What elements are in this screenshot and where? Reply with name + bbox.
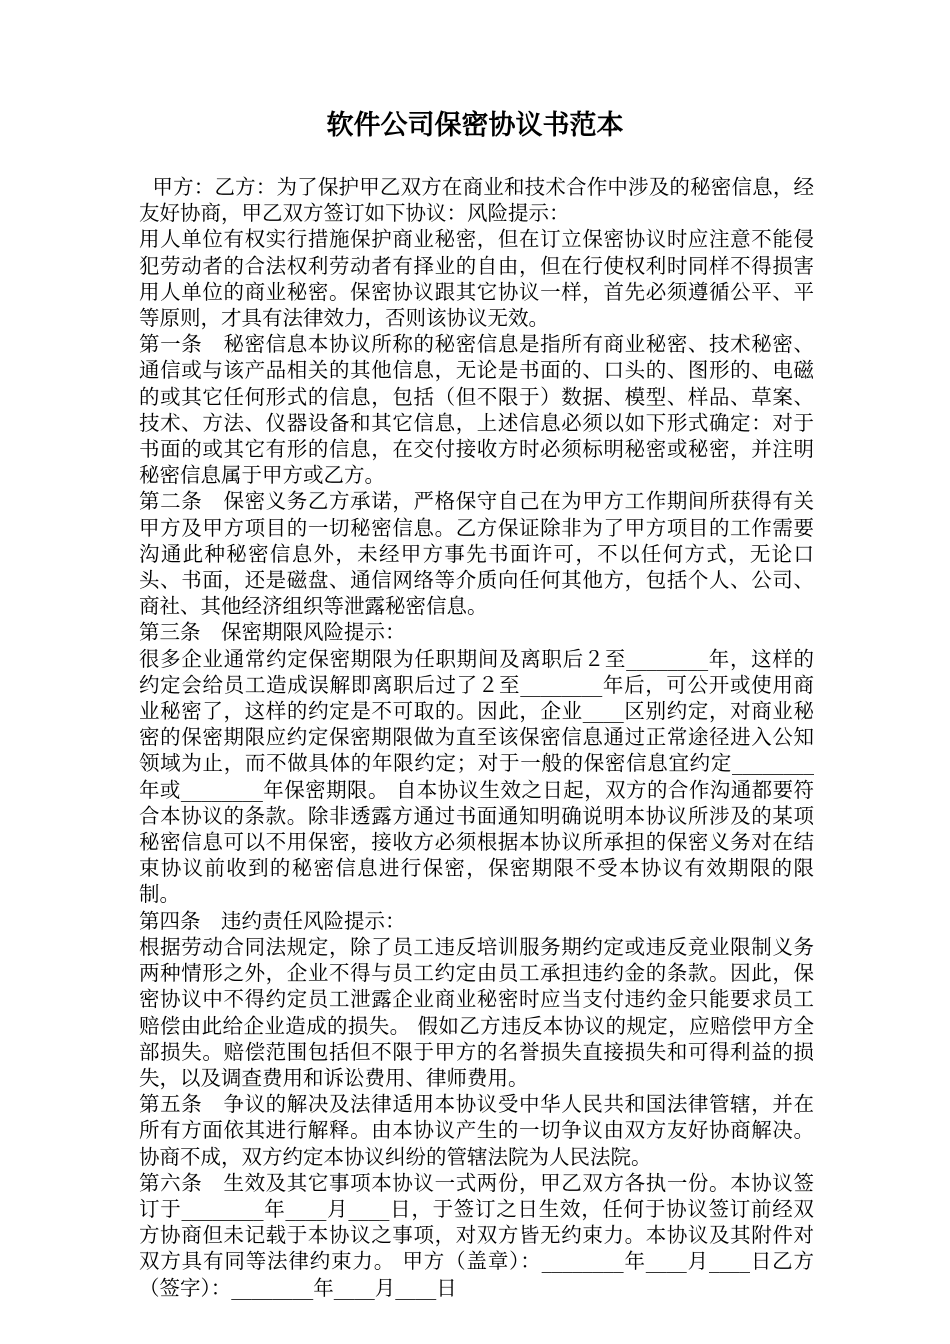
paragraph-article-1: 第一条 秘密信息本协议所称的秘密信息是指所有商业秘密、技术秘密、通信或与该产品相关的其他信息，无论是书面的、口头的、图形的、电磁的或其它任何形式的信息，包括（但不限于）数据、模型、样品、草案、技术、方法、仪器设备和其它信息，上述信息必须以如下形式确定：对于书面的或其它有形的信息，在交付接收方时必须标明秘密或秘密，并注明秘密信息属于甲方或乙方。 bbox=[139, 332, 814, 488]
paragraph-article-6-signatures: 第六条 生效及其它事项本协议一式两份，甲乙双方各执一份。本协议签订于________年____月____日，于签订之日生效，任何于协议签订前经双方协商但未记载于本协议之事项，对双方皆无约束力。本协议及其附件对双方具有同等法律约束力。 甲方（盖章）：________年____月____日乙方（签字）：________年____月____日 bbox=[139, 1170, 814, 1300]
paragraph-article-4-heading: 第四条 违约责任风险提示： bbox=[139, 908, 406, 933]
document-title: 软件公司保密协议书范本 bbox=[326, 110, 624, 141]
paragraph-intro: 甲方：乙方：为了保护甲乙双方在商业和技术合作中涉及的秘密信息，经友好协商，甲乙双方签订如下协议：风险提示： bbox=[139, 175, 814, 226]
paragraph-article-4-body: 根据劳动合同法规定，除了员工违反培训服务期约定或违反竞业限制义务两种情形之外，企业不得与员工约定由员工承担违约金的条款。因此，保密协议中不得约定员工泄露企业商业秘密时应当支付违约金只能要求员工赔偿由此给企业造成的损失。 假如乙方违反本协议的规定，应赔偿甲方全部损失。赔偿范围包括但不限于甲方的名誉损失直接损失和可得利益的损失，以及调查费用和诉讼费用、律师费用。 bbox=[139, 934, 814, 1090]
paragraph-article-2: 第二条 保密义务乙方承诺，严格保守自己在为甲方工作期间所获得有关甲方及甲方项目的一切秘密信息。乙方保证除非为了甲方项目的工作需要沟通此种秘密信息外，未经甲方事先书面许可，不以任何方式，无论口头、书面，还是磁盘、通信网络等介质向任何其他方，包括个人、公司、商社、其他经济组织等泄露秘密信息。 bbox=[139, 489, 814, 619]
paragraph-risk-notice: 用人单位有权实行措施保护商业秘密，但在订立保密协议时应注意不能侵犯劳动者的合法权利劳动者有择业的自由，但在行使权利时同样不得损害用人单位的商业秘密。保密协议跟其它协议一样，首先必须遵循公平、平等原则，才具有法律效力，否则该协议无效。 bbox=[139, 227, 814, 331]
paragraph-article-3-heading: 第三条 保密期限风险提示： bbox=[139, 620, 406, 645]
document-body bbox=[139, 174, 814, 1301]
paragraph-article-5: 第五条 争议的解决及法律适用本协议受中华人民共和国法律管辖，并在所有方面依其进行解释。由本协议产生的一切争议由双方友好协商解决。协商不成，双方约定本协议纠纷的管辖法院为人民法院。 bbox=[139, 1092, 814, 1169]
paragraph-article-3-body: 很多企业通常约定保密期限为任职期间及离职后２至________年，这样的约定会给员工造成误解即离职后过了２至________年后，可公开或使用商业秘密了，这样的约定是不可取的。因此，企业____区别约定，对商业秘密的保密期限应约定保密期限做为直至该保密信息通过正常途径进入公知领域为止，而不做具体的年限约定；对于一般的保密信息宜约定________年或________年保密期限。 自本协议生效之日起，双方的合作沟通都要符合本协议的条款。除非透露方通过书面通知明确说明本协议所涉及的某项秘密信息可以不用保密，接收方必须根据本协议所承担的保密义务对在结束协议前收到的秘密信息进行保密，保密期限不受本协议有效期限的限制。 bbox=[139, 646, 814, 907]
